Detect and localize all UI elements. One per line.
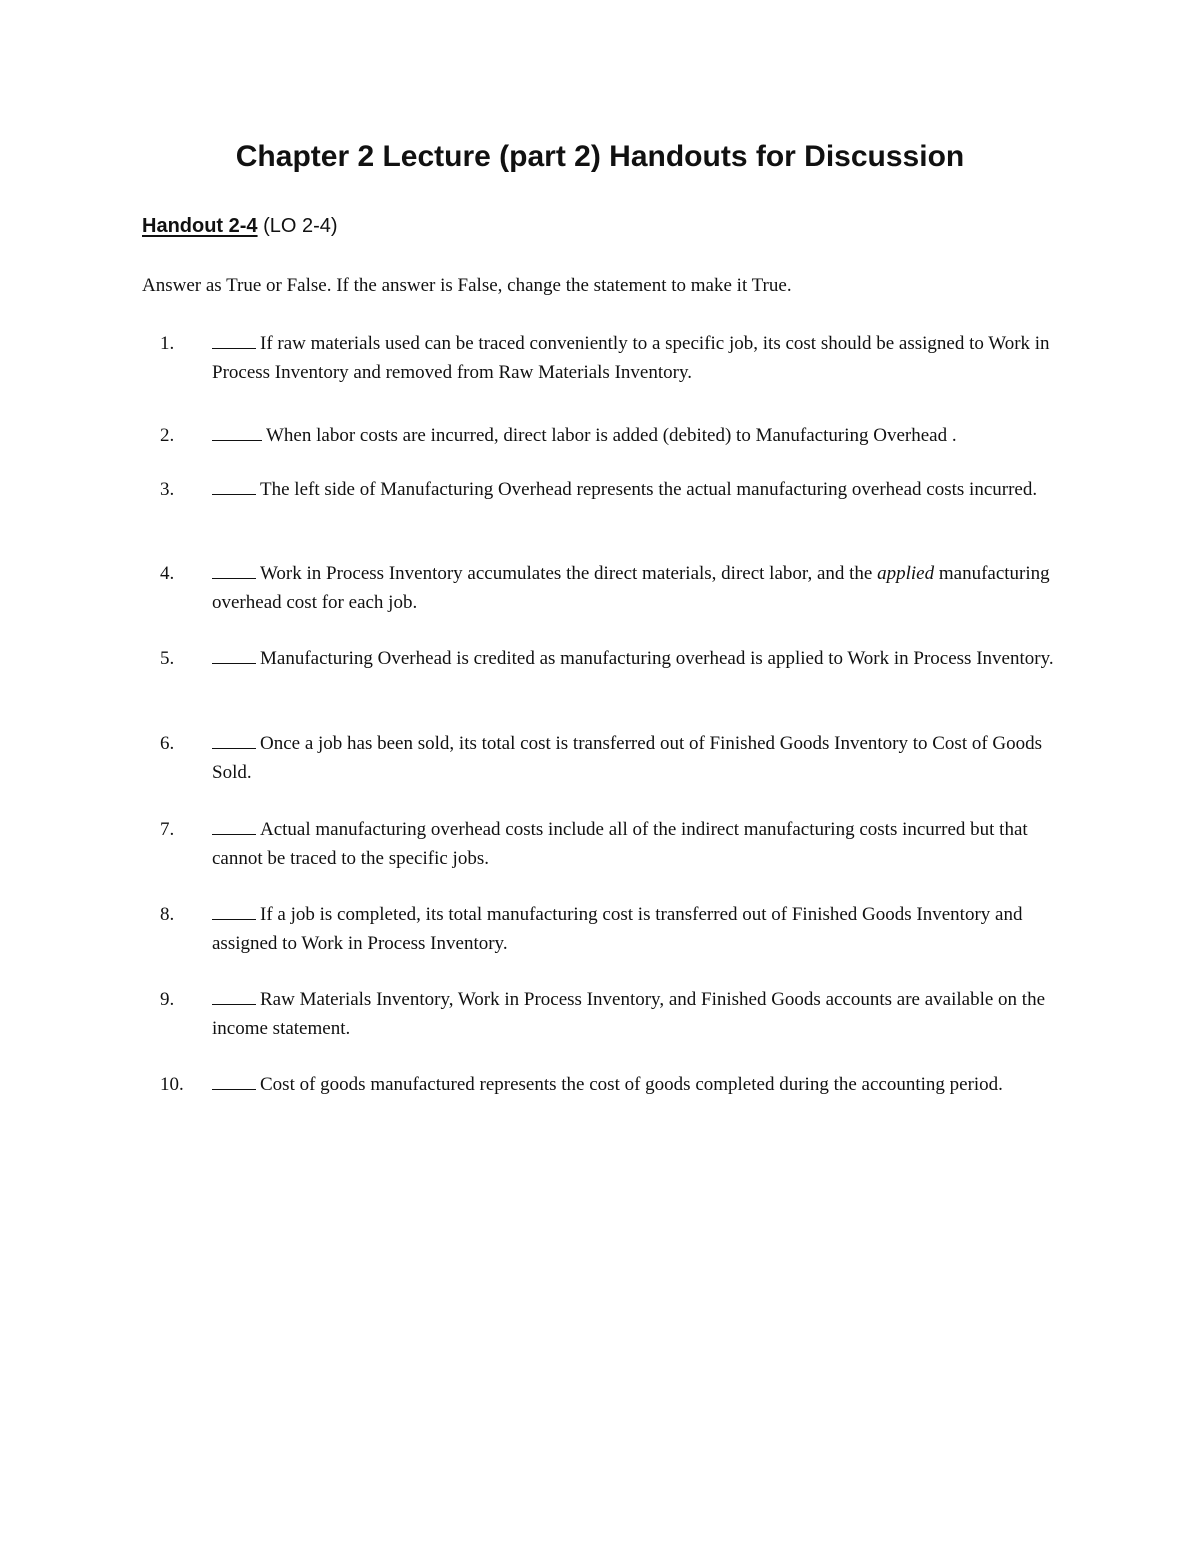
question-text: The left side of Manufacturing Overhead represents the actual manufacturing overhead costs incurred. [260, 479, 1038, 500]
question-text: If a job is completed, its total manufacturing cost is transferred out of Finished Goods Inventory and assigned to Work in Process Inventory. [212, 904, 1023, 954]
answer-blank[interactable] [212, 645, 256, 664]
question-emphasis: applied [877, 563, 935, 584]
answer-blank[interactable] [212, 330, 256, 349]
question-body [212, 421, 1060, 450]
question-number: 2. [160, 425, 175, 446]
section-heading [142, 215, 338, 238]
question-body [212, 475, 1060, 504]
answer-blank[interactable] [212, 730, 256, 749]
question-body [212, 1070, 1060, 1099]
answer-blank[interactable] [212, 986, 256, 1005]
question-body [212, 815, 1060, 873]
question-text: Manufacturing Overhead is credited as manufacturing overhead is applied to Work in Process Inventory. [260, 648, 1054, 669]
question-number: 10. [160, 1074, 184, 1095]
document-title: Chapter 2 Lecture (part 2) Handouts for Discussion [235, 140, 965, 173]
question-body [212, 644, 1060, 673]
handout-label: Handout 2-4 [142, 215, 258, 237]
question-number: 1. [160, 333, 175, 354]
question-text: Raw Materials Inventory, Work in Process Inventory, and Finished Goods accounts are available on the income statement. [212, 989, 1046, 1039]
question-text: When labor costs are incurred, direct labor is added (debited) to Manufacturing Overhead . [266, 425, 957, 446]
question-body [212, 900, 1060, 958]
learning-objective-label: (LO 2-4) [263, 215, 338, 237]
answer-blank[interactable] [212, 422, 262, 441]
answer-blank[interactable] [212, 560, 256, 579]
question-number: 5. [160, 648, 175, 669]
instructions: Answer as True or False. If the answer is False, change the statement to make it True. [142, 275, 792, 296]
answer-blank[interactable] [212, 476, 256, 495]
answer-blank[interactable] [212, 816, 256, 835]
question-number: 7. [160, 819, 175, 840]
question-text: If raw materials used can be traced conveniently to a specific job, its cost should be assigned to Work in Process Inventory and removed from Raw Materials Inventory. [212, 333, 1050, 383]
answer-blank[interactable] [212, 1071, 256, 1090]
question-text-continued: manufacturing overhead cost for each job. [212, 563, 1050, 613]
question-text: Actual manufacturing overhead costs include all of the indirect manufacturing costs incurred but that cannot be traced to the specific jobs. [212, 819, 1028, 869]
question-number: 9. [160, 989, 175, 1010]
question-number: 8. [160, 904, 175, 925]
question-number: 6. [160, 733, 175, 754]
answer-blank[interactable] [212, 901, 256, 920]
question-number: 4. [160, 563, 175, 584]
question-text: Work in Process Inventory accumulates the direct materials, direct labor, and the [260, 563, 873, 584]
question-body [212, 559, 1060, 617]
question-number: 3. [160, 479, 175, 500]
question-text: Cost of goods manufactured represents the cost of goods completed during the accounting period. [260, 1074, 1003, 1095]
question-body [212, 729, 1060, 787]
question-body [212, 329, 1060, 387]
question-text: Once a job has been sold, its total cost is transferred out of Finished Goods Inventory to Cost of Goods Sold. [212, 733, 1043, 783]
question-body [212, 985, 1060, 1043]
